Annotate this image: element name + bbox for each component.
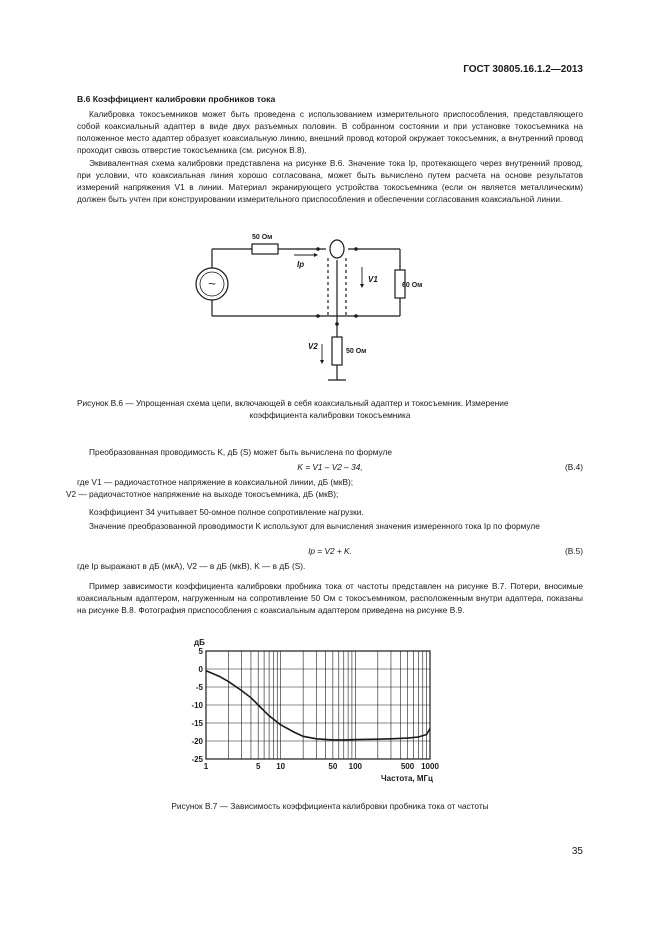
where-v2-wrap: [66, 488, 572, 500]
where-v1-definition: где V1 — радиочастотное напряжение в коаксиальной линии, дБ (мкВ);: [77, 477, 354, 487]
label-current: Ip: [297, 260, 305, 269]
units-definition: где Iр выражают в дБ (мкА), V2 — в дБ (мкВ), K — в дБ (S).: [77, 561, 306, 571]
chart-grid-horizontal: [206, 651, 430, 759]
x-tick-label: 1000: [421, 762, 439, 771]
document-standard-number: ГОСТ 30805.16.1.2—2013: [463, 64, 583, 75]
x-tick-label: 1: [203, 762, 209, 771]
current-arrow-icon: [314, 253, 318, 257]
paragraph-calibration-intro: Калибровка токосъемников может быть проведена с использованием измерительного приспособления, представляющего собой коаксиальный адаптер в виде двух разъемных половин. В собранном состоянии и при установке токосъемника на положенное место адаптер образует коаксиальную линию, внешний провод которой окружает токосъемник, а внутренний провод проходит сквозь отверстие токосъемника (см. рисунок В.8).: [77, 109, 583, 156]
where-v2-definition: V2 — радиочастотное напряжение на выходе токосъемника, дБ (мкВ);: [66, 489, 339, 499]
paragraph-current-formula-intro: Значение преобразованной проводимости K используют для вычисления значения измеренного тока Iр по формуле: [89, 521, 540, 531]
v1-arrow-icon: [360, 284, 364, 288]
section-title: В.6 Коэффициент калибровки пробников тока: [77, 94, 276, 104]
equation-b5: [77, 545, 583, 558]
x-tick-label: 500: [400, 762, 415, 771]
equation-b5-formula: Ip = V2 + K.: [308, 546, 352, 556]
y-tick-label: -5: [195, 683, 203, 692]
y-tick-label: -15: [191, 719, 203, 728]
paragraph-figure-b7-intro: Пример зависимости коэффициента калибровки пробника тока от частоты представлен на рисунке В.7. Потери, вносимые коаксиальным адаптером, нагруженным на сопротивление 50 Ом с токосъемником, расположенным внутри адаптера, показаны на рисунке В.8. Фотография приспособления с коаксиальным адаптером приведена на рисунке В.9.: [77, 581, 583, 616]
figure-b6-caption: [77, 397, 583, 421]
figure-b6-caption-line2: коэффициента калибровки токосъемника: [249, 410, 411, 421]
figure-b6-caption-line1: Рисунок В.6 — Упрощенная схема цепи, включающей в себя коаксиальный адаптер и токосъемник. Измерение: [77, 398, 509, 408]
y-tick-label: 0: [198, 665, 203, 674]
resistor-probe-icon: [332, 337, 342, 365]
x-tick-label: 5: [255, 762, 261, 771]
chart-ylabel: дБ: [194, 638, 205, 647]
resistor-source-icon: [252, 244, 278, 254]
label-resistor-probe: 50 Ом: [346, 348, 367, 355]
chart-series-line: [206, 671, 430, 740]
equation-b4: [77, 461, 583, 474]
y-tick-label: -10: [191, 701, 203, 710]
label-v1: V1: [368, 275, 378, 284]
y-tick-label: -20: [191, 737, 203, 746]
y-tick-label: -25: [191, 755, 203, 764]
paragraph-coefficient-34: Коэффициент 34 учитывает 50-омное полное сопротивление нагрузки.: [89, 507, 364, 517]
figure-b7-chart: [176, 636, 461, 784]
label-resistor-load: 60 Ом: [402, 282, 423, 289]
label-resistor-source: 50 Ом: [252, 234, 273, 241]
label-v2: V2: [308, 342, 318, 351]
paragraph-equivalent-circuit: Эквивалентная схема калибровки представлена на рисунке В.6. Значение тока Iр, протекающего через внутренний провод, при условии, что коаксиальная линия хорошо согласована, может быть вычислено путем расчета на основе результатов измерений напряжения V1 в линии. Материал экранирующего устройства токосъемника (если он является металлическим) должен быть учтен при конструировании измерительного приспособления и обеспечении согласования коаксиальной линии.: [77, 158, 583, 205]
paragraph-conductance-formula-intro: Преобразованная проводимость K, дБ (S) может быть вычислена по формуле: [89, 447, 392, 457]
equation-b4-formula: K = V1 – V2 – 34,: [297, 462, 363, 472]
y-tick-label: 5: [198, 647, 203, 656]
page-number: 35: [571, 846, 583, 857]
source-symbol: ~: [208, 276, 216, 291]
figure-b7-caption: Рисунок В.7 — Зависимость коэффициента калибровки пробника тока от частоты: [171, 801, 489, 811]
x-tick-label: 100: [348, 762, 363, 771]
figure-b6-circuit-diagram: [190, 232, 430, 387]
v2-arrow-icon: [320, 360, 324, 364]
x-tick-label: 50: [328, 762, 338, 771]
equation-b4-number: (В.4): [565, 462, 583, 472]
chart-xlabel: Частота, МГц: [381, 774, 433, 783]
x-tick-label: 10: [276, 762, 286, 771]
equation-b5-number: (В.5): [565, 546, 583, 556]
